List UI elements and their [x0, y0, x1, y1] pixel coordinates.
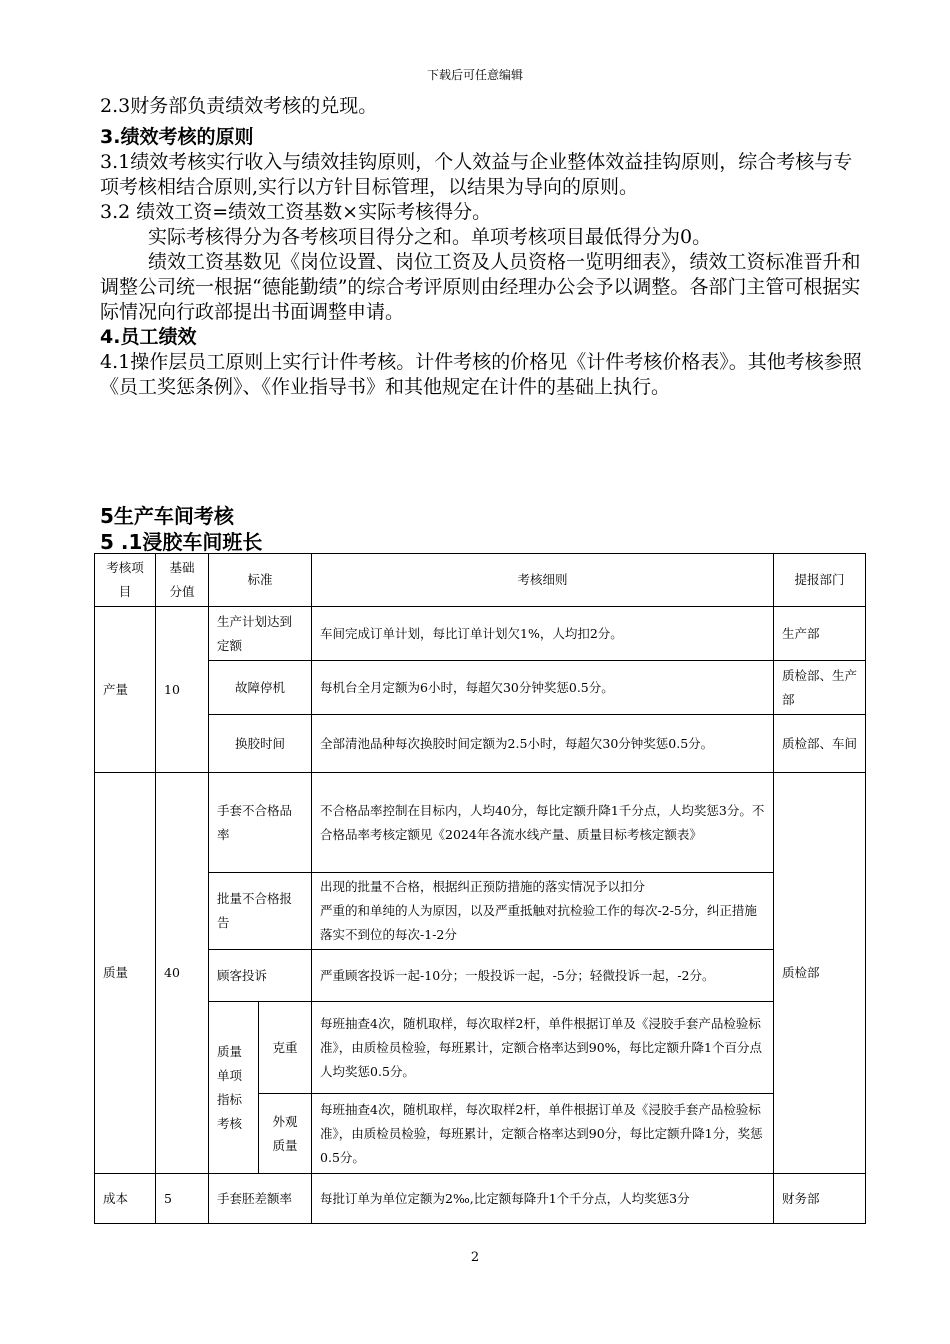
cell-cost-base: 5: [156, 1174, 209, 1224]
cell-output-item: 产量: [95, 607, 156, 773]
paragraph-2-3: 2.3财务部负责绩效考核的兑现。: [100, 95, 378, 117]
heading-4: 4.员工绩效: [100, 326, 197, 348]
cell-detail: 不合格品率控制在目标内，人均40分，每比定额升降1千分点，人均奖惩3分。不合格品率考核定额见《2024年各流水线产量、质量目标考核定额表》: [312, 773, 774, 873]
paragraph-3-2-b: 实际考核得分为各考核项目得分之和。单项考核项目最低得分为0。: [148, 226, 712, 248]
assessment-table: [94, 553, 866, 1224]
cell-dept: 生产部: [774, 607, 866, 661]
table-row: [95, 715, 866, 773]
table-row: [95, 873, 866, 950]
body-text: [100, 94, 870, 400]
heading-3: 3.绩效考核的原则: [100, 126, 254, 148]
detail-line: 严重的和单纯的人为原因，以及严重抵触对抗检验工作的每次-2-5分，纠正措施落实不到位的每次-1-2分: [320, 903, 757, 942]
cell-detail: 每机台全月定额为6小时，每超欠30分钟奖惩0.5分。: [312, 661, 774, 715]
header-standard: 标准: [209, 554, 312, 607]
section-5-1-title: 5 .1浸胶车间班长: [100, 530, 263, 554]
cell-standard: 生产计划达到定额: [209, 607, 312, 661]
section-5-heading: [100, 503, 262, 555]
table-row: [95, 1002, 866, 1094]
paragraph-3-2-c: 绩效工资基数见《岗位设置、岗位工资及人员资格一览明细表》，绩效工资标准晋升和调整公司统一根据“德能勤绩”的综合考评原则由经理办公会予以调整。各部门主管可根据实际情况向行政部提出书面调整申请。: [100, 251, 861, 323]
cell-quality-dept: 质检部: [774, 773, 866, 1174]
paragraph-4-1: 4.1操作层员工原则上实行计件考核。计件考核的价格见《计件考核价格表》。其他考核参照《员工奖惩条例》、《作业指导书》和其他规定在计件的基础上执行。: [100, 351, 862, 398]
cell-detail: 每班抽查4次，随机取样，每次取样2杆，单件根据订单及《浸胶手套产品检验标准》，由质检员检验，每班累计，定额合格率达到90分，每比定额升降1分，奖惩0.5分。: [312, 1094, 774, 1174]
cell-detail: [312, 873, 774, 950]
cell-detail: 严重顾客投诉一起-10分；一般投诉一起，-5分；轻微投诉一起，-2分。: [312, 950, 774, 1002]
table-row: [95, 950, 866, 1002]
header-detail: 考核细则: [312, 554, 774, 607]
cell-output-base: 10: [156, 607, 209, 773]
cell-quality-base: 40: [156, 773, 209, 1174]
cell-detail: 每批订单为单位定额为2‰,比定额每降升1个千分点，人均奖惩3分: [312, 1174, 774, 1224]
cell-detail: 每班抽查4次，随机取样，每次取样2杆，单件根据订单及《浸胶手套产品检验标准》，由质检员检验，每班累计，定额合格率达到90%，每比定额升降1个百分点人均奖惩0.5分。: [312, 1002, 774, 1094]
header-base: 基础分值: [156, 554, 209, 607]
cell-detail: 全部清池品种每次换胶时间定额为2.5小时，每超欠30分钟奖惩0.5分。: [312, 715, 774, 773]
header-dept: 提报部门: [774, 554, 866, 607]
cell-quality-item: 质量: [95, 773, 156, 1174]
section-5-title: 5生产车间考核: [100, 504, 234, 528]
table-row: [95, 607, 866, 661]
paragraph-3-2: 3.2 绩效工资=绩效工资基数×实际考核得分。: [100, 201, 492, 223]
cell-sub-standard: 外观质量: [259, 1094, 312, 1174]
cell-dept: 财务部: [774, 1174, 866, 1224]
cell-standard: 手套胚差额率: [209, 1174, 312, 1224]
page-number: 2: [470, 1250, 480, 1265]
cell-standard: 批量不合格报告: [209, 873, 312, 950]
header-item: 考核项目: [95, 554, 156, 607]
paragraph-3-1: 3.1绩效考核实行收入与绩效挂钩原则，个人效益与企业整体效益挂钩原则，综合考核与专项考核相结合原则,实行以方针目标管理，以结果为导向的原则。: [100, 151, 853, 198]
table-row: [95, 661, 866, 715]
cell-standard: 顾客投诉: [209, 950, 312, 1002]
cell-standard: 手套不合格品率: [209, 773, 312, 873]
cell-standard: 换胶时间: [209, 715, 312, 773]
cell-dept: 质检部、车间: [774, 715, 866, 773]
detail-line: 出现的批量不合格，根据纠正预防措施的落实情况予以扣分: [320, 879, 646, 894]
page-header: 下载后可任意编辑: [426, 68, 523, 82]
cell-standard: 故障停机: [209, 661, 312, 715]
cell-cost-item: 成本: [95, 1174, 156, 1224]
cell-single-index-label: 质量单项指标考核: [209, 1002, 259, 1174]
table-row: [95, 1174, 866, 1224]
cell-detail: 车间完成订单计划，每比订单计划欠1%，人均扣2分。: [312, 607, 774, 661]
cell-sub-standard: 克重: [259, 1002, 312, 1094]
table-row: [95, 773, 866, 873]
cell-dept: 质检部、生产部: [774, 661, 866, 715]
table-header-row: [95, 554, 866, 607]
